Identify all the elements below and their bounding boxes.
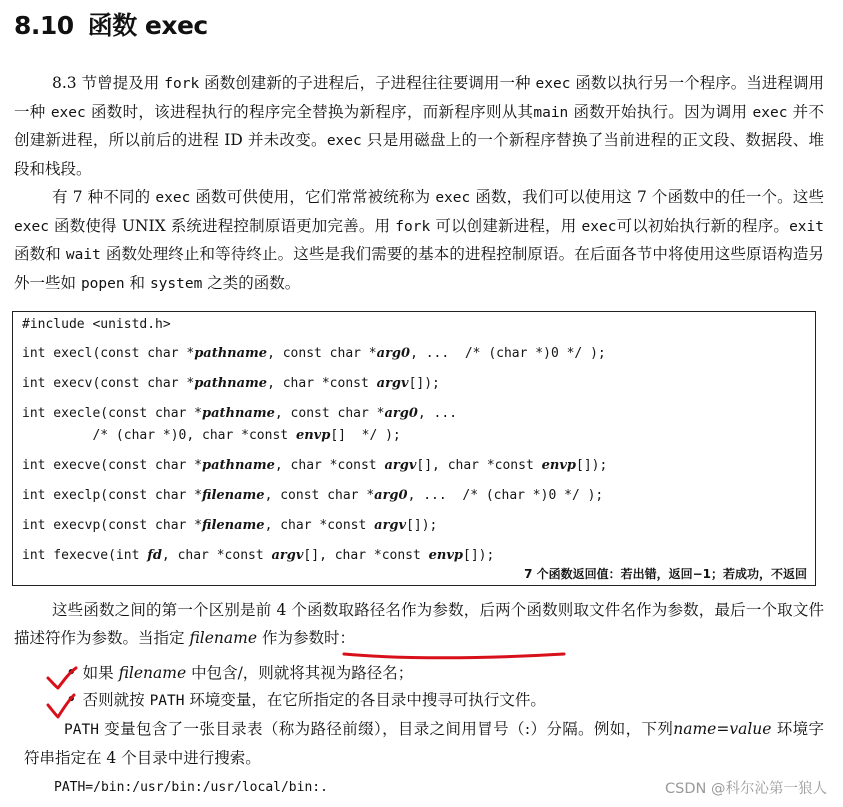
text: 数，最后一个取文件描述符作为参数。 xyxy=(14,601,824,647)
code-text: , ... xyxy=(417,406,458,421)
code-text: int execvp(const char * xyxy=(22,518,203,533)
code-execlp xyxy=(22,488,603,503)
return-value-caption: 7 个函数返回值：若出错，返回−1；若成功，不返回 xyxy=(524,567,807,581)
code-term: fork xyxy=(164,76,200,92)
code-term: exec xyxy=(581,218,617,235)
code-execve xyxy=(22,458,607,473)
code-text: , char *const xyxy=(274,458,385,473)
watermark: CSDN @科尔沁第一狼人 xyxy=(665,781,827,797)
param-name: pathname xyxy=(202,406,275,421)
code-term: popen xyxy=(80,275,125,292)
highlighted-phrase xyxy=(138,629,355,647)
code-text: , char *const xyxy=(161,548,272,563)
code-execl xyxy=(22,346,606,361)
text: 函数开始执行。因为调用 xyxy=(568,102,753,121)
code-execle xyxy=(22,406,457,421)
code-text: []); xyxy=(406,518,438,533)
text: 变量包含了一张目录表（称为路径前缀），目录之间用冒号（:）分隔。例如，下列 xyxy=(98,720,674,738)
param-name: argv xyxy=(374,518,407,533)
text: 有 7 种不同的 xyxy=(52,188,156,206)
text: 之类的函数。 xyxy=(202,273,301,292)
code-text: int execv(const char * xyxy=(22,376,195,391)
param-name: argv xyxy=(384,458,417,473)
code-text: [], char *const xyxy=(416,458,542,473)
text: 否则就按 xyxy=(82,691,150,709)
text: 函数可供使用，它们常常被统称为 xyxy=(190,188,436,206)
text: 函数和 xyxy=(14,245,66,263)
code-term: exec xyxy=(752,104,788,121)
text: 函数以执行另一 xyxy=(570,74,685,92)
code-text: [] */ ); xyxy=(330,428,401,443)
section-number: 8.10 xyxy=(14,11,74,40)
text: 个程序。当进程调用一种 xyxy=(14,74,824,121)
text: 这些函数之间的第一个区别是前 4 个函数取路径名作为参数，后两个函数则取文件名作为参 xyxy=(52,601,684,619)
text: 可以初始执行新的程序。 xyxy=(616,216,790,235)
bullet-item-2 xyxy=(66,686,546,715)
param-name: envp xyxy=(428,548,464,563)
text: 环境变量，在它所指定的各目录中搜寻可执行文件。 xyxy=(184,691,546,709)
param-name: fd xyxy=(147,548,162,563)
param-name: argv xyxy=(376,376,409,391)
text: 8.3 节曾提及用 xyxy=(52,74,165,92)
param-name: filename xyxy=(202,488,265,503)
text: 函数时，该进程执行的程序完全替换为新程序，而新程序则从其 xyxy=(85,102,534,121)
text: 作为参数时： xyxy=(257,628,355,647)
code-text: []); xyxy=(576,458,608,473)
bullet-dot: • xyxy=(66,662,77,683)
code-term: exec xyxy=(435,190,471,206)
italic-term: name=value xyxy=(673,720,772,738)
text: 可以创建新进程，用 xyxy=(430,216,582,235)
code-text: , const char * xyxy=(264,488,375,503)
param-name: arg0 xyxy=(374,488,408,503)
code-term: exec xyxy=(50,104,86,121)
code-include xyxy=(22,317,171,332)
param-name: arg0 xyxy=(384,406,418,421)
param-name: argv xyxy=(271,548,304,563)
code-execv xyxy=(22,376,440,391)
code-text: int execlp(const char * xyxy=(22,488,203,503)
text: 函数创建新的子进程后，子进程往往要调用一种 xyxy=(199,74,536,92)
code-term: exec xyxy=(535,76,571,92)
code-term: PATH xyxy=(149,693,185,709)
param-name: filename xyxy=(202,518,265,533)
text: 只 xyxy=(361,131,383,149)
param-name: envp xyxy=(541,458,576,473)
paragraph-3 xyxy=(14,597,824,652)
code-fexecve xyxy=(22,548,494,563)
paragraph-2 xyxy=(14,184,824,298)
function-prototypes-box xyxy=(12,311,816,586)
path-example: PATH=/bin:/usr/bin:/usr/local/bin:. xyxy=(54,780,328,795)
text: 中包含/，则就将其视为路径名； xyxy=(186,664,414,682)
code-text: []); xyxy=(463,548,495,563)
text: 环境字符串指定在 4 个目录中进行搜索。 xyxy=(24,720,824,767)
text: 是用磁盘上的一个新程序替换了当前进程的正文段、数据段、堆段和栈段。 xyxy=(14,131,824,178)
paragraph-1 xyxy=(14,70,824,183)
code-execle-cont xyxy=(22,428,401,443)
code-text: int execve(const char * xyxy=(22,458,203,473)
param-name: pathname xyxy=(194,346,268,361)
code-term: exec xyxy=(155,190,191,206)
code-term: exec xyxy=(326,133,362,149)
bullet-item-1 xyxy=(66,659,413,687)
section-title: 函数 exec xyxy=(87,11,208,40)
code-text: , char *const xyxy=(264,518,375,533)
text: 和 xyxy=(124,273,150,292)
italic-term: filename xyxy=(118,664,187,682)
param-name: arg0 xyxy=(376,346,411,361)
code-execvp xyxy=(22,518,437,533)
bullet-dot: • xyxy=(66,689,77,710)
paragraph-4 xyxy=(24,716,824,772)
param-name: pathname xyxy=(194,376,268,391)
code-term: exec xyxy=(14,218,49,235)
code-text: , const char * xyxy=(274,406,385,421)
text: 函数，我们可以使用这 7 个函数中的 xyxy=(470,188,731,206)
code-text: int fexecve(int xyxy=(22,548,148,563)
text: 函数使得 UNIX 系统进程控制原语更加完善。用 xyxy=(48,216,396,235)
code-text: , ... /* (char *)0 */ ); xyxy=(407,488,604,503)
code-text: #include <unistd.h> xyxy=(22,317,171,332)
code-text: , ... /* (char *)0 */ ); xyxy=(410,346,606,361)
text: 当指定 xyxy=(138,628,190,647)
code-term: exit xyxy=(789,218,824,235)
code-term: main xyxy=(533,104,569,121)
param-name: envp xyxy=(295,428,331,443)
code-term: fork xyxy=(395,218,431,235)
code-text: [], char *const xyxy=(303,548,429,563)
text: 任一个。这些 xyxy=(730,188,824,206)
code-text: /* (char *)0, char *const xyxy=(22,428,296,443)
code-term: wait xyxy=(65,247,101,263)
text: 控制原语。在后面各节中将使用这些原语构造另外一些如 xyxy=(14,245,824,292)
code-text: int execl(const char * xyxy=(22,346,195,361)
red-checkmark-icon xyxy=(44,664,80,694)
code-text: int execle(const char * xyxy=(22,406,203,421)
italic-term: filename xyxy=(189,628,258,647)
code-text: []); xyxy=(408,376,440,391)
code-term: PATH xyxy=(64,722,99,738)
text: 并不创建新进程，所以前后的进程 ID 并未改变。 xyxy=(14,102,824,149)
text: 函数处理终止和等待终止。这些是我们需要的基本的进程 xyxy=(100,245,497,263)
code-term: system xyxy=(149,275,203,292)
section-heading xyxy=(14,6,208,42)
code-text: , const char * xyxy=(267,346,377,361)
param-name: pathname xyxy=(202,458,275,473)
code-text: , char *const xyxy=(267,376,377,391)
text: 如果 xyxy=(82,664,119,682)
